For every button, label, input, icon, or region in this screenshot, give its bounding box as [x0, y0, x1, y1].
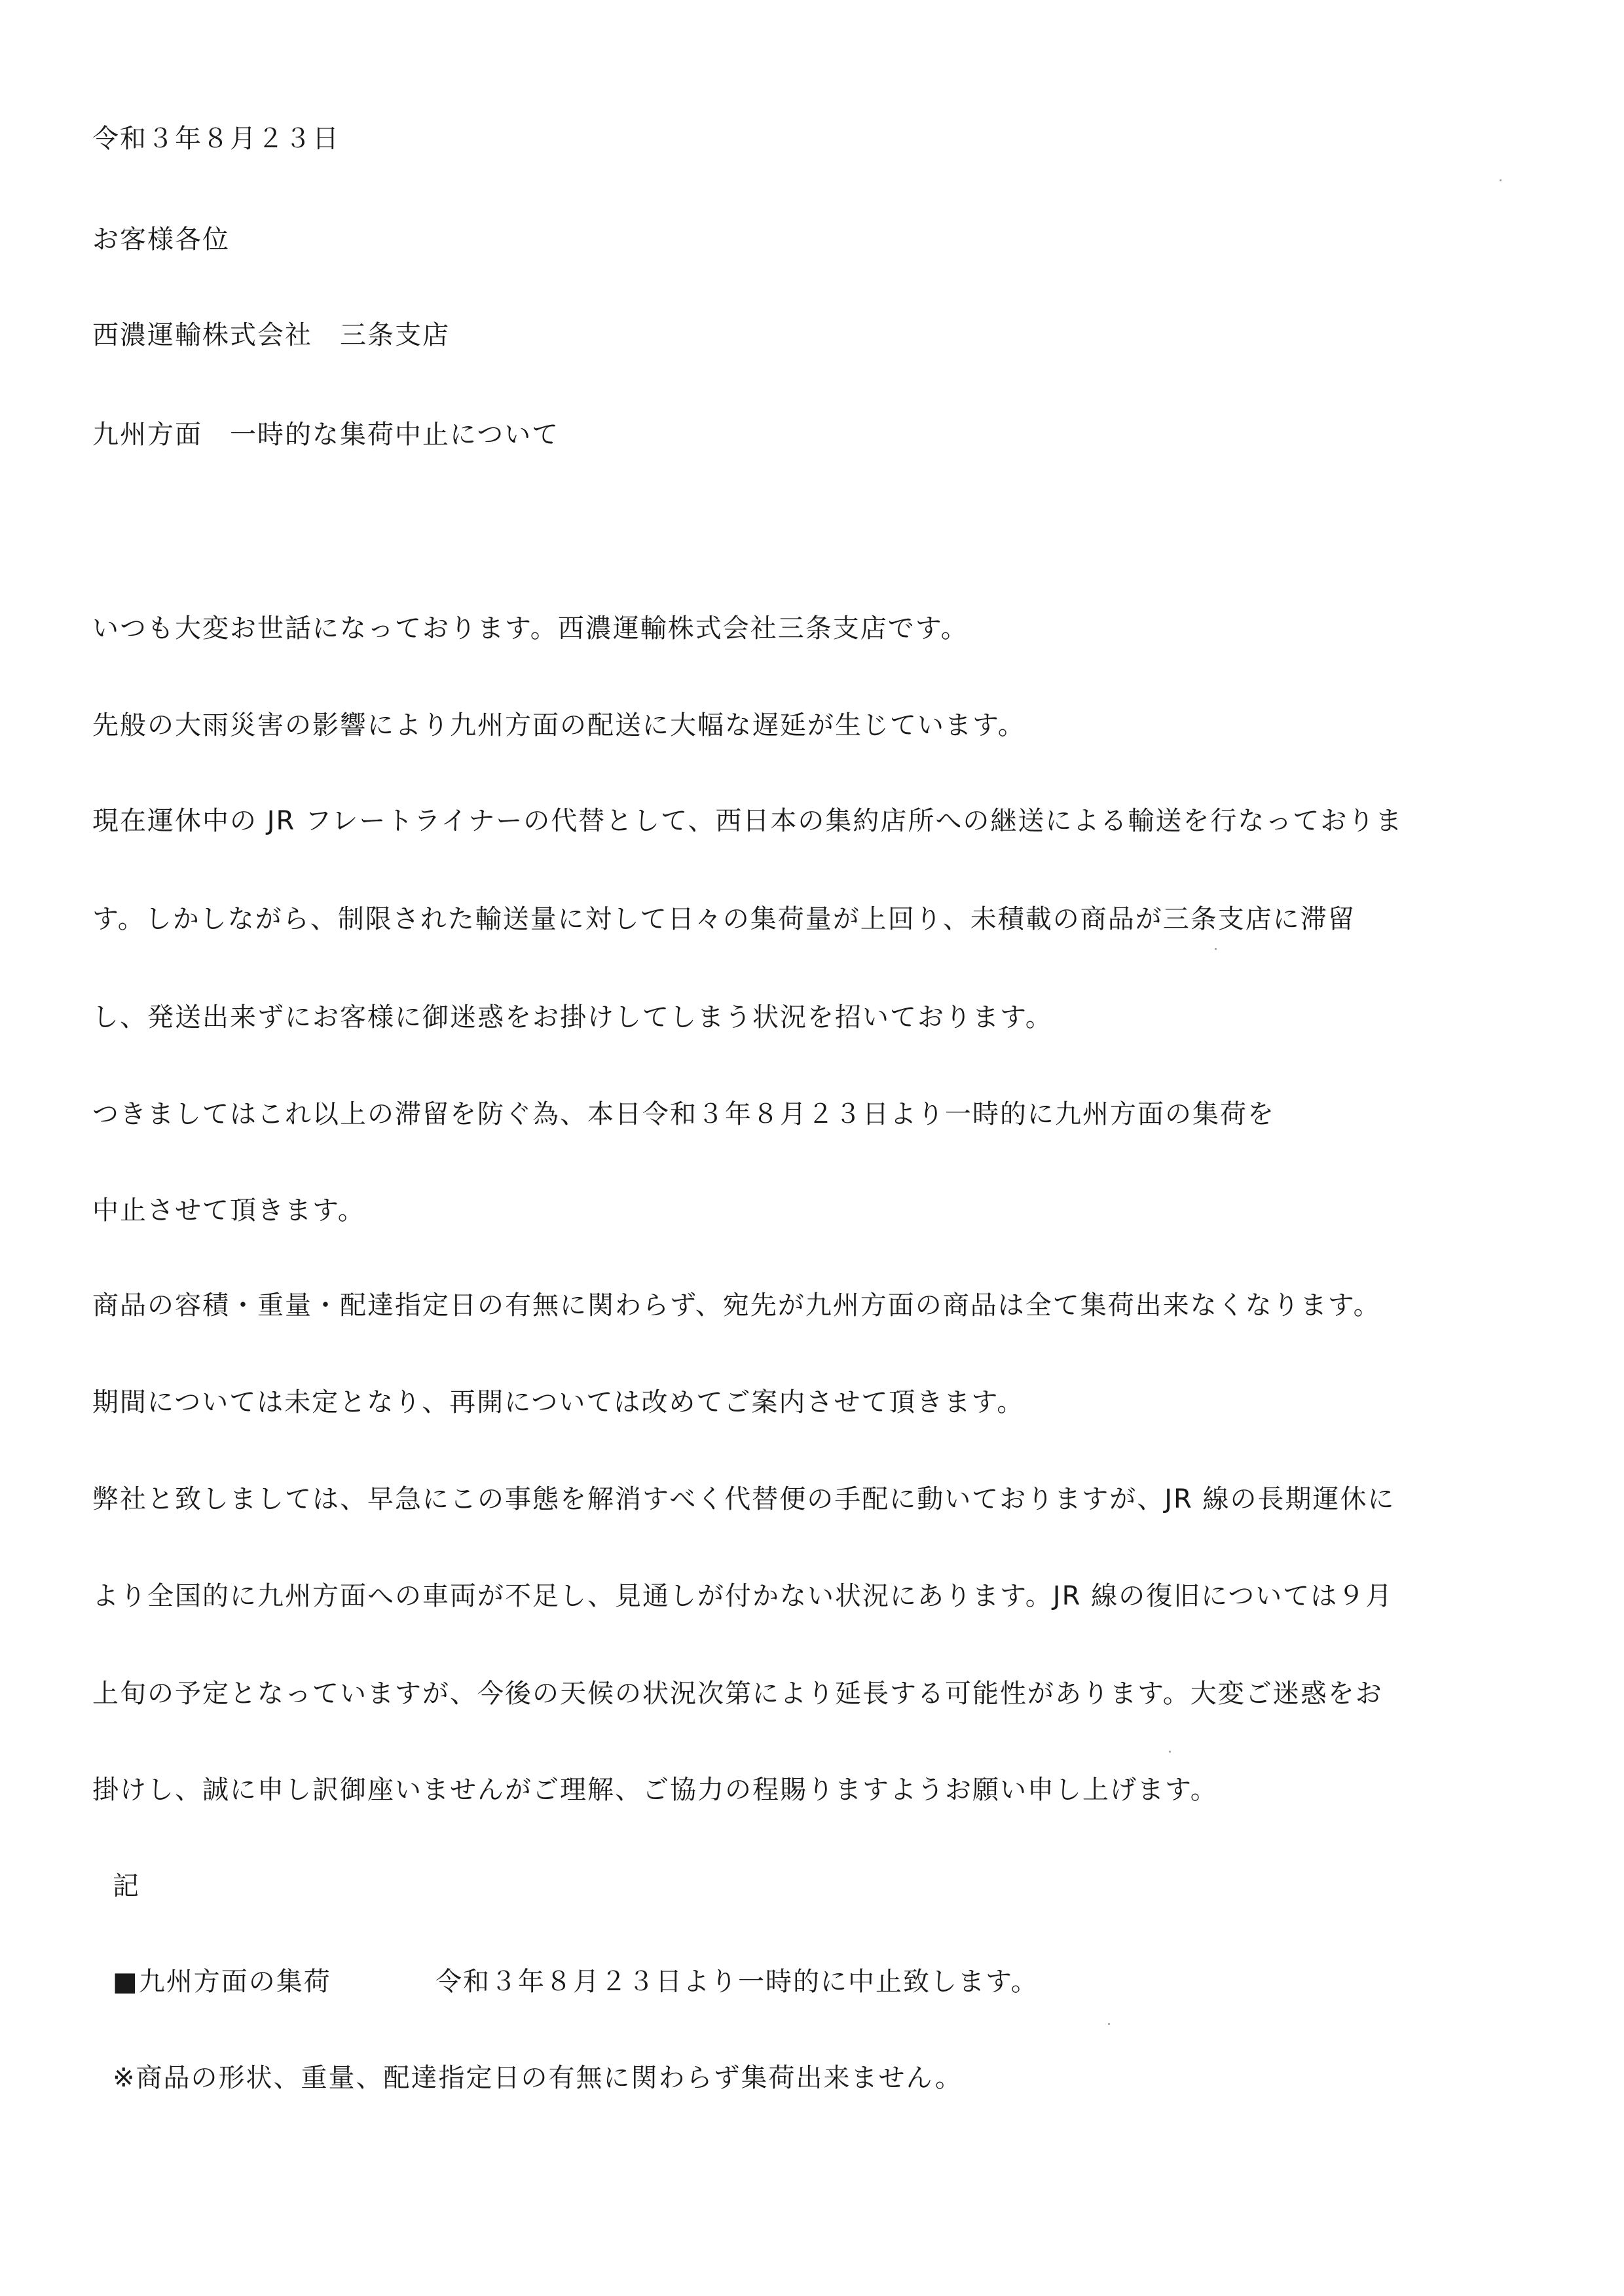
body-line: 現在運休中の JR フレートライナーの代替として、西日本の集約店所への継送による輸送を行なっておりま [92, 806, 1403, 836]
body-line: 弊社と致しましては、早急にこの事態を解消すべく代替便の手配に動いておりますが、JR 線の長期運休に [92, 1484, 1395, 1514]
subject-line: 九州方面 一時的な集荷中止について [92, 420, 560, 450]
notes-heading: 記 [113, 1871, 140, 1901]
scan-speck [1108, 2023, 1110, 2025]
scan-speck [1500, 179, 1502, 181]
body-line: し、発送出来ずにお客様に御迷惑をお掛けしてしまう状況を招いております。 [92, 1002, 1053, 1032]
body-line: つきましてはこれ以上の滞留を防ぐ為、本日令和３年８月２３日より一時的に九州方面の集荷を [92, 1099, 1275, 1129]
sender-line: 西濃運輸株式会社 三条支店 [92, 320, 450, 350]
body-line: 先般の大雨災害の影響により九州方面の配送に大幅な遅延が生じています。 [92, 710, 1025, 740]
body-line: 中止させて頂きます。 [92, 1195, 365, 1226]
notes-item-label: ■九州方面の集荷 [113, 1967, 331, 1997]
recipient-line: お客様各位 [92, 225, 230, 255]
body-line: す。しかしながら、制限された輸送量に対して日々の集荷量が上回り、未積載の商品が三条支店に滞留 [92, 904, 1356, 934]
body-line: 上旬の予定となっていますが、今後の天候の状況次第により延長する可能性があります。大変ご迷惑をお [92, 1679, 1383, 1709]
body-line: いつも大変お世話になっております。西濃運輸株式会社三条支店です。 [92, 613, 969, 644]
body-line: より全国的に九州方面への車両が不足し、見通しが付かない状況にあります。JR 線の復旧については９月 [92, 1581, 1393, 1611]
notes-remark: ※商品の形状、重量、配達指定日の有無に関わらず集荷出来ません。 [113, 2063, 963, 2093]
body-line: 商品の容積・重量・配達指定日の有無に関わらず、宛先が九州方面の商品は全て集荷出来なくなります。 [92, 1290, 1381, 1321]
scan-speck [1215, 948, 1217, 950]
body-line: 掛けし、誠に申し訳御座いませんがご理解、ご協力の程賜りますようお願い申し上げます。 [92, 1775, 1218, 1805]
body-line: 期間については未定となり、再開については改めてご案内させて頂きます。 [92, 1387, 1025, 1417]
date-line: 令和３年８月２３日 [92, 124, 340, 154]
scan-speck [1169, 1751, 1171, 1753]
notes-item-value: 令和３年８月２３日より一時的に中止致します。 [435, 1967, 1039, 1997]
